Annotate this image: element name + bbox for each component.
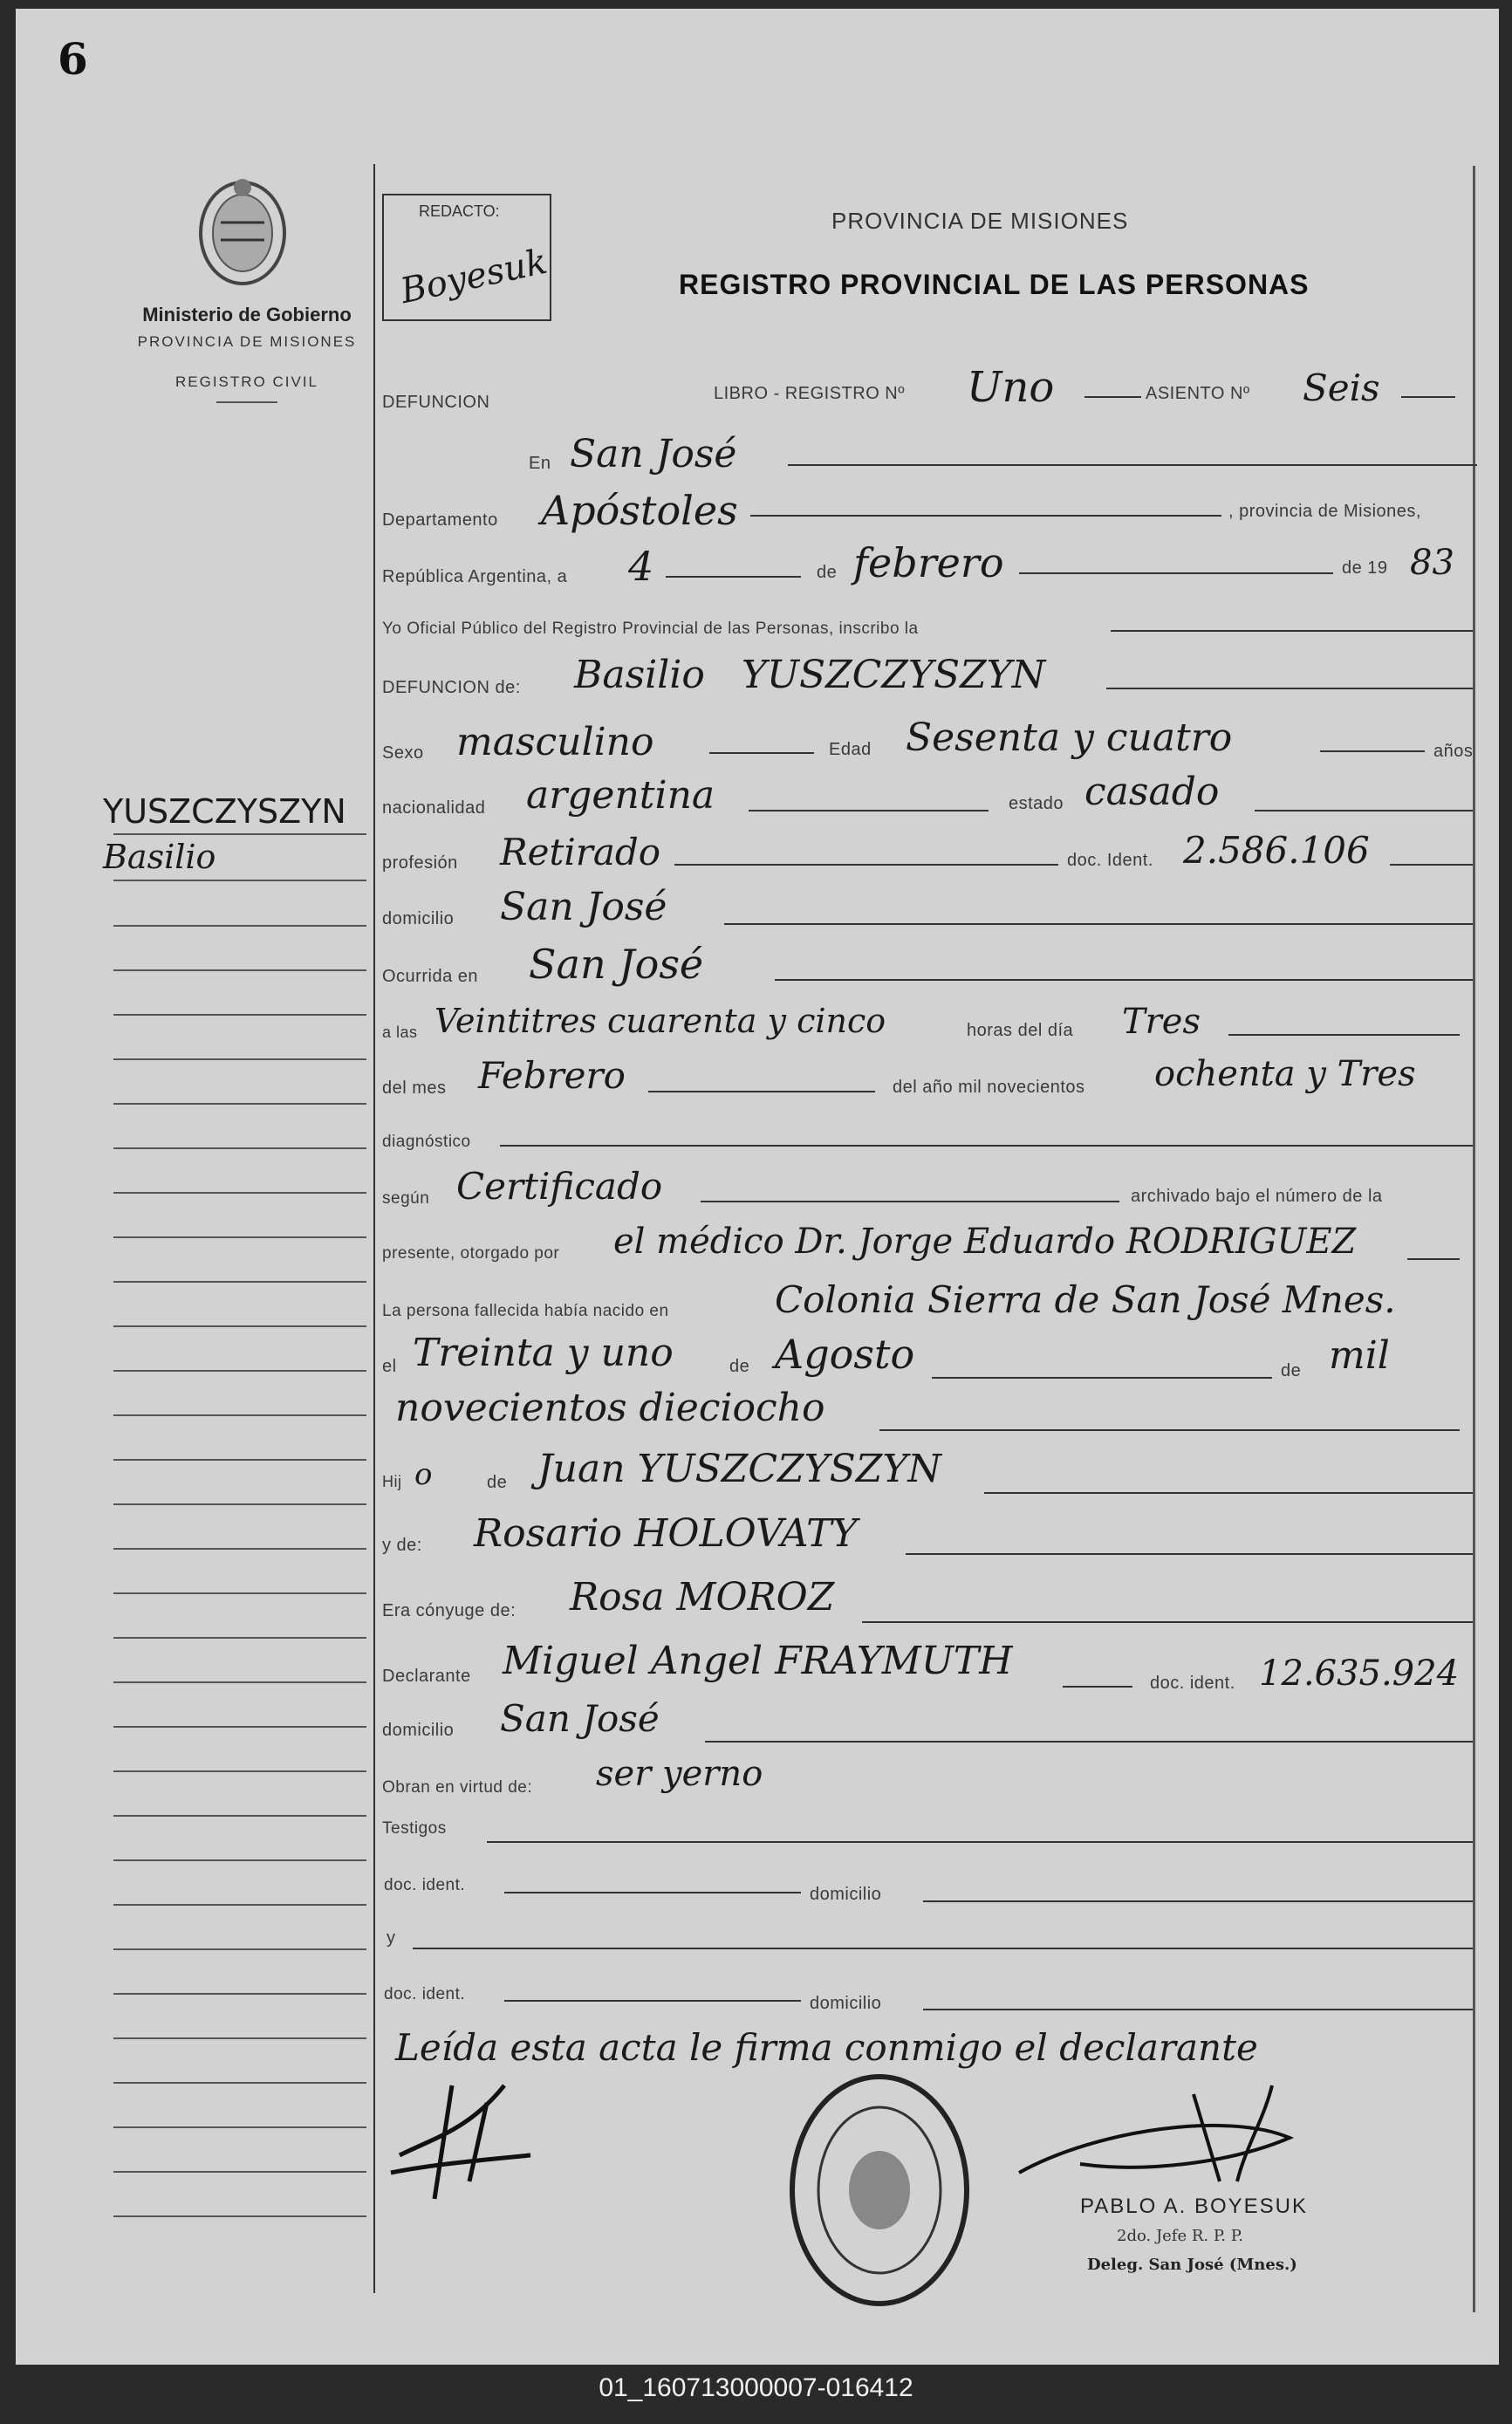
domicilio2-value: San José <box>500 1697 660 1740</box>
provincia-text: , provincia de Misiones, <box>1228 502 1421 521</box>
leida-text: Leída esta acta le firma conmigo el declarante <box>395 2026 1258 2069</box>
mes-value: febrero <box>853 539 1004 586</box>
fill-line <box>862 1621 1473 1623</box>
margin-line <box>113 1681 366 1683</box>
margin-line <box>113 925 366 927</box>
province-label: PROVINCIA DE MISIONES <box>137 333 357 350</box>
fill-line <box>1019 572 1333 574</box>
fill-line <box>1320 750 1425 752</box>
fill-line <box>775 979 1473 981</box>
margin-rule <box>373 164 375 2293</box>
fill-line <box>1407 1258 1460 1260</box>
provincial-crest-icon <box>186 170 299 292</box>
archivado-label: archivado bajo el número de la <box>1131 1187 1383 1206</box>
hijo-suffix: o <box>414 1457 433 1492</box>
ocurrida-value: San José <box>529 941 704 988</box>
edad-value: Sesenta y cuatro <box>906 716 1233 760</box>
de3-label: de <box>1281 1361 1302 1380</box>
conyuge-value: Rosa MOROZ <box>570 1575 835 1619</box>
fill-line <box>1390 864 1473 866</box>
edad-label: Edad <box>829 740 872 759</box>
official-signature <box>1010 2077 1359 2199</box>
fill-line <box>666 576 801 578</box>
margin-line <box>113 1548 366 1550</box>
de-label: de <box>817 563 838 582</box>
page-number: 6 <box>58 33 88 85</box>
hijo-de-label: de <box>487 1473 508 1492</box>
nac-dia-value: Treinta y uno <box>413 1331 674 1375</box>
nacionalidad-label: nacionalidad <box>382 798 486 818</box>
fill-line <box>788 464 1477 466</box>
obran-label: Obran en virtud de: <box>382 1778 533 1797</box>
departamento-label: Departamento <box>382 510 498 530</box>
fill-line <box>1255 810 1473 811</box>
margin-line <box>113 1503 366 1505</box>
fill-line <box>413 1948 1473 1949</box>
fill-line <box>749 810 989 811</box>
estado-label: estado <box>1009 794 1064 813</box>
padre-value: Juan YUSZCZYSZYN <box>537 1447 941 1491</box>
margin-line <box>113 1058 366 1060</box>
fill-line <box>724 923 1473 925</box>
margin-line <box>113 1192 366 1194</box>
dia-value: 4 <box>628 543 654 590</box>
hora-value: Veintitres cuarenta y cinco <box>434 1002 886 1040</box>
defuncion-value: Basilio YUSZCZYSZYN <box>574 653 1046 697</box>
margin-line <box>113 1726 366 1728</box>
margin-line <box>113 1414 366 1416</box>
fill-line <box>906 1553 1473 1555</box>
fill-line <box>1084 396 1141 398</box>
nac-mes-value: Agosto <box>775 1331 915 1378</box>
fill-line <box>923 1900 1473 1902</box>
anio-value: 83 <box>1410 543 1454 583</box>
domicilio4-label: domicilio <box>810 1994 882 2013</box>
margin-line <box>113 2126 366 2128</box>
asiento-label: ASIENTO Nº <box>1146 384 1250 403</box>
delmes-label: del mes <box>382 1078 447 1098</box>
profesion-label: profesión <box>382 853 458 873</box>
margin-line <box>113 1370 366 1372</box>
nac-anio-value: novecientos dieciocho <box>395 1386 825 1430</box>
de2-label: de <box>729 1357 750 1376</box>
nacido-value: Colonia Sierra de San José Mnes. <box>775 1278 1396 1321</box>
margin-line <box>113 1993 366 1995</box>
margin-line <box>113 1459 366 1461</box>
asiento-value: Seis <box>1303 366 1380 409</box>
header-title: REGISTRO PROVINCIAL DE LAS PERSONAS <box>679 269 1310 300</box>
republica-label: República Argentina, a <box>382 567 568 586</box>
doc-label: doc. Ident. <box>1067 851 1153 870</box>
redacto-box <box>382 194 551 321</box>
segun-value: Certificado <box>456 1165 663 1208</box>
mes2-value: Febrero <box>478 1054 626 1097</box>
margin-line <box>113 1948 366 1950</box>
margin-line <box>113 2082 366 2084</box>
fill-line <box>932 1377 1272 1379</box>
yde-label: y de: <box>382 1536 422 1555</box>
divider <box>216 401 277 403</box>
libro-label: LIBRO - REGISTRO Nº <box>714 384 906 403</box>
defuncion-label: DEFUNCION de: <box>382 678 521 697</box>
nacido-label: La persona fallecida había nacido en <box>382 1302 669 1320</box>
ministry-label: Ministerio de Gobierno <box>142 304 352 325</box>
margin-line <box>113 2215 366 2217</box>
fill-line <box>1401 396 1455 398</box>
margin-line <box>113 1859 366 1861</box>
fill-line <box>504 2000 801 2002</box>
fill-line <box>504 1892 801 1893</box>
fill-line <box>701 1201 1119 1202</box>
declarante-label: Declarante <box>382 1667 471 1686</box>
fill-line <box>1111 630 1473 632</box>
official-deleg: Deleg. San José (Mnes.) <box>1087 2256 1297 2274</box>
margin-surname: YUSZCZYSZYN <box>103 792 346 831</box>
document-page <box>16 9 1499 2365</box>
sexo-label: Sexo <box>382 743 424 763</box>
margin-line <box>113 2171 366 2173</box>
fill-line <box>1063 1686 1132 1688</box>
margin-line <box>113 1592 366 1594</box>
domicilio-label: domicilio <box>382 909 455 928</box>
obran-value: ser yerno <box>596 1754 763 1794</box>
margin-line <box>113 1014 366 1016</box>
margin-line <box>113 1637 366 1639</box>
margin-line <box>113 1770 366 1772</box>
segun-label: según <box>382 1189 430 1208</box>
doc2-value: 12.635.924 <box>1259 1654 1460 1694</box>
right-border <box>1473 166 1475 2312</box>
conyuge-label: Era cónyuge de: <box>382 1601 517 1620</box>
margin-line <box>113 880 366 881</box>
nacionalidad-value: argentina <box>526 773 715 818</box>
fill-line <box>705 1741 1473 1743</box>
oficial-text: Yo Oficial Público del Registro Provincial de las Personas, inscribo la <box>382 620 919 638</box>
margin-line <box>113 833 366 835</box>
libro-value: Uno <box>967 363 1055 412</box>
docid2-label: doc. ident. <box>384 1985 466 2003</box>
margin-line <box>113 969 366 971</box>
docid-label: doc. ident. <box>384 1876 466 1894</box>
registry-label: REGISTRO CIVIL <box>174 373 319 390</box>
official-role: 2do. Jefe R. P. P. <box>1117 2227 1243 2245</box>
margin-line <box>113 1815 366 1817</box>
doc-value: 2.586.106 <box>1183 829 1370 872</box>
margin-given-name: Basilio <box>103 838 216 876</box>
redacto-label: REDACTO: <box>419 202 500 220</box>
margin-line <box>113 1147 366 1149</box>
declarant-signature <box>382 2051 539 2208</box>
anos-label: años <box>1433 742 1474 761</box>
departamento-value: Apóstoles <box>541 487 738 534</box>
fill-line <box>648 1091 875 1092</box>
margin-line <box>113 2037 366 2039</box>
domicilio3-label: domicilio <box>810 1885 882 1904</box>
profesion-value: Retirado <box>500 831 661 873</box>
diagnostico-label: diagnóstico <box>382 1133 471 1151</box>
fill-line <box>750 515 1221 517</box>
fill-line <box>879 1429 1460 1431</box>
horas-label: horas del día <box>967 1021 1074 1040</box>
dia2-value: Tres <box>1122 1002 1201 1042</box>
medico-value: el médico Dr. Jorge Eduardo RODRIGUEZ <box>613 1222 1357 1262</box>
domicilio-value: San José <box>500 885 667 929</box>
image-caption: 01_160713000007-016412 <box>599 2373 913 2402</box>
y-label: y <box>387 1928 396 1948</box>
mil-value: mil <box>1329 1333 1390 1378</box>
ocurrida-label: Ocurrida en <box>382 967 478 986</box>
declarante-value: Miguel Angel FRAYMUTH <box>503 1639 1013 1683</box>
fill-line <box>709 752 814 754</box>
alas-label: a las <box>382 1024 418 1041</box>
madre-value: Rosario HOLOVATY <box>474 1511 858 1556</box>
margin-line <box>113 1904 366 1906</box>
header-province: PROVINCIA DE MISIONES <box>831 208 1129 234</box>
delanio-label: del año mil novecientos <box>893 1078 1085 1097</box>
en-label: En <box>529 454 551 473</box>
hijo-label: Hij <box>382 1473 402 1490</box>
presente-label: presente, otorgado por <box>382 1244 560 1263</box>
domicilio2-label: domicilio <box>382 1721 455 1740</box>
anio2-value: ochenta y Tres <box>1154 1054 1416 1094</box>
margin-line <box>113 1281 366 1283</box>
fill-line <box>984 1492 1473 1494</box>
estado-value: casado <box>1084 770 1220 814</box>
fill-line <box>487 1841 1473 1843</box>
anio-label: de 19 <box>1342 558 1388 578</box>
fill-line <box>923 2009 1473 2010</box>
el-label: el <box>382 1357 397 1376</box>
margin-line <box>113 1325 366 1327</box>
margin-line <box>113 1236 366 1238</box>
fill-line <box>1106 688 1473 689</box>
testigos-label: Testigos <box>382 1819 447 1838</box>
record-type-label: DEFUNCION <box>382 393 490 412</box>
fill-line <box>674 864 1058 866</box>
doc2-label: doc. ident. <box>1150 1674 1235 1693</box>
sexo-value: masculino <box>456 720 654 764</box>
official-name: PABLO A. BOYESUK <box>1080 2195 1308 2218</box>
redacto-name: Boyesuk <box>397 241 551 312</box>
fill-line <box>1228 1034 1460 1036</box>
margin-line <box>113 1103 366 1105</box>
en-value: San José <box>570 432 737 476</box>
fill-line <box>500 1145 1473 1147</box>
